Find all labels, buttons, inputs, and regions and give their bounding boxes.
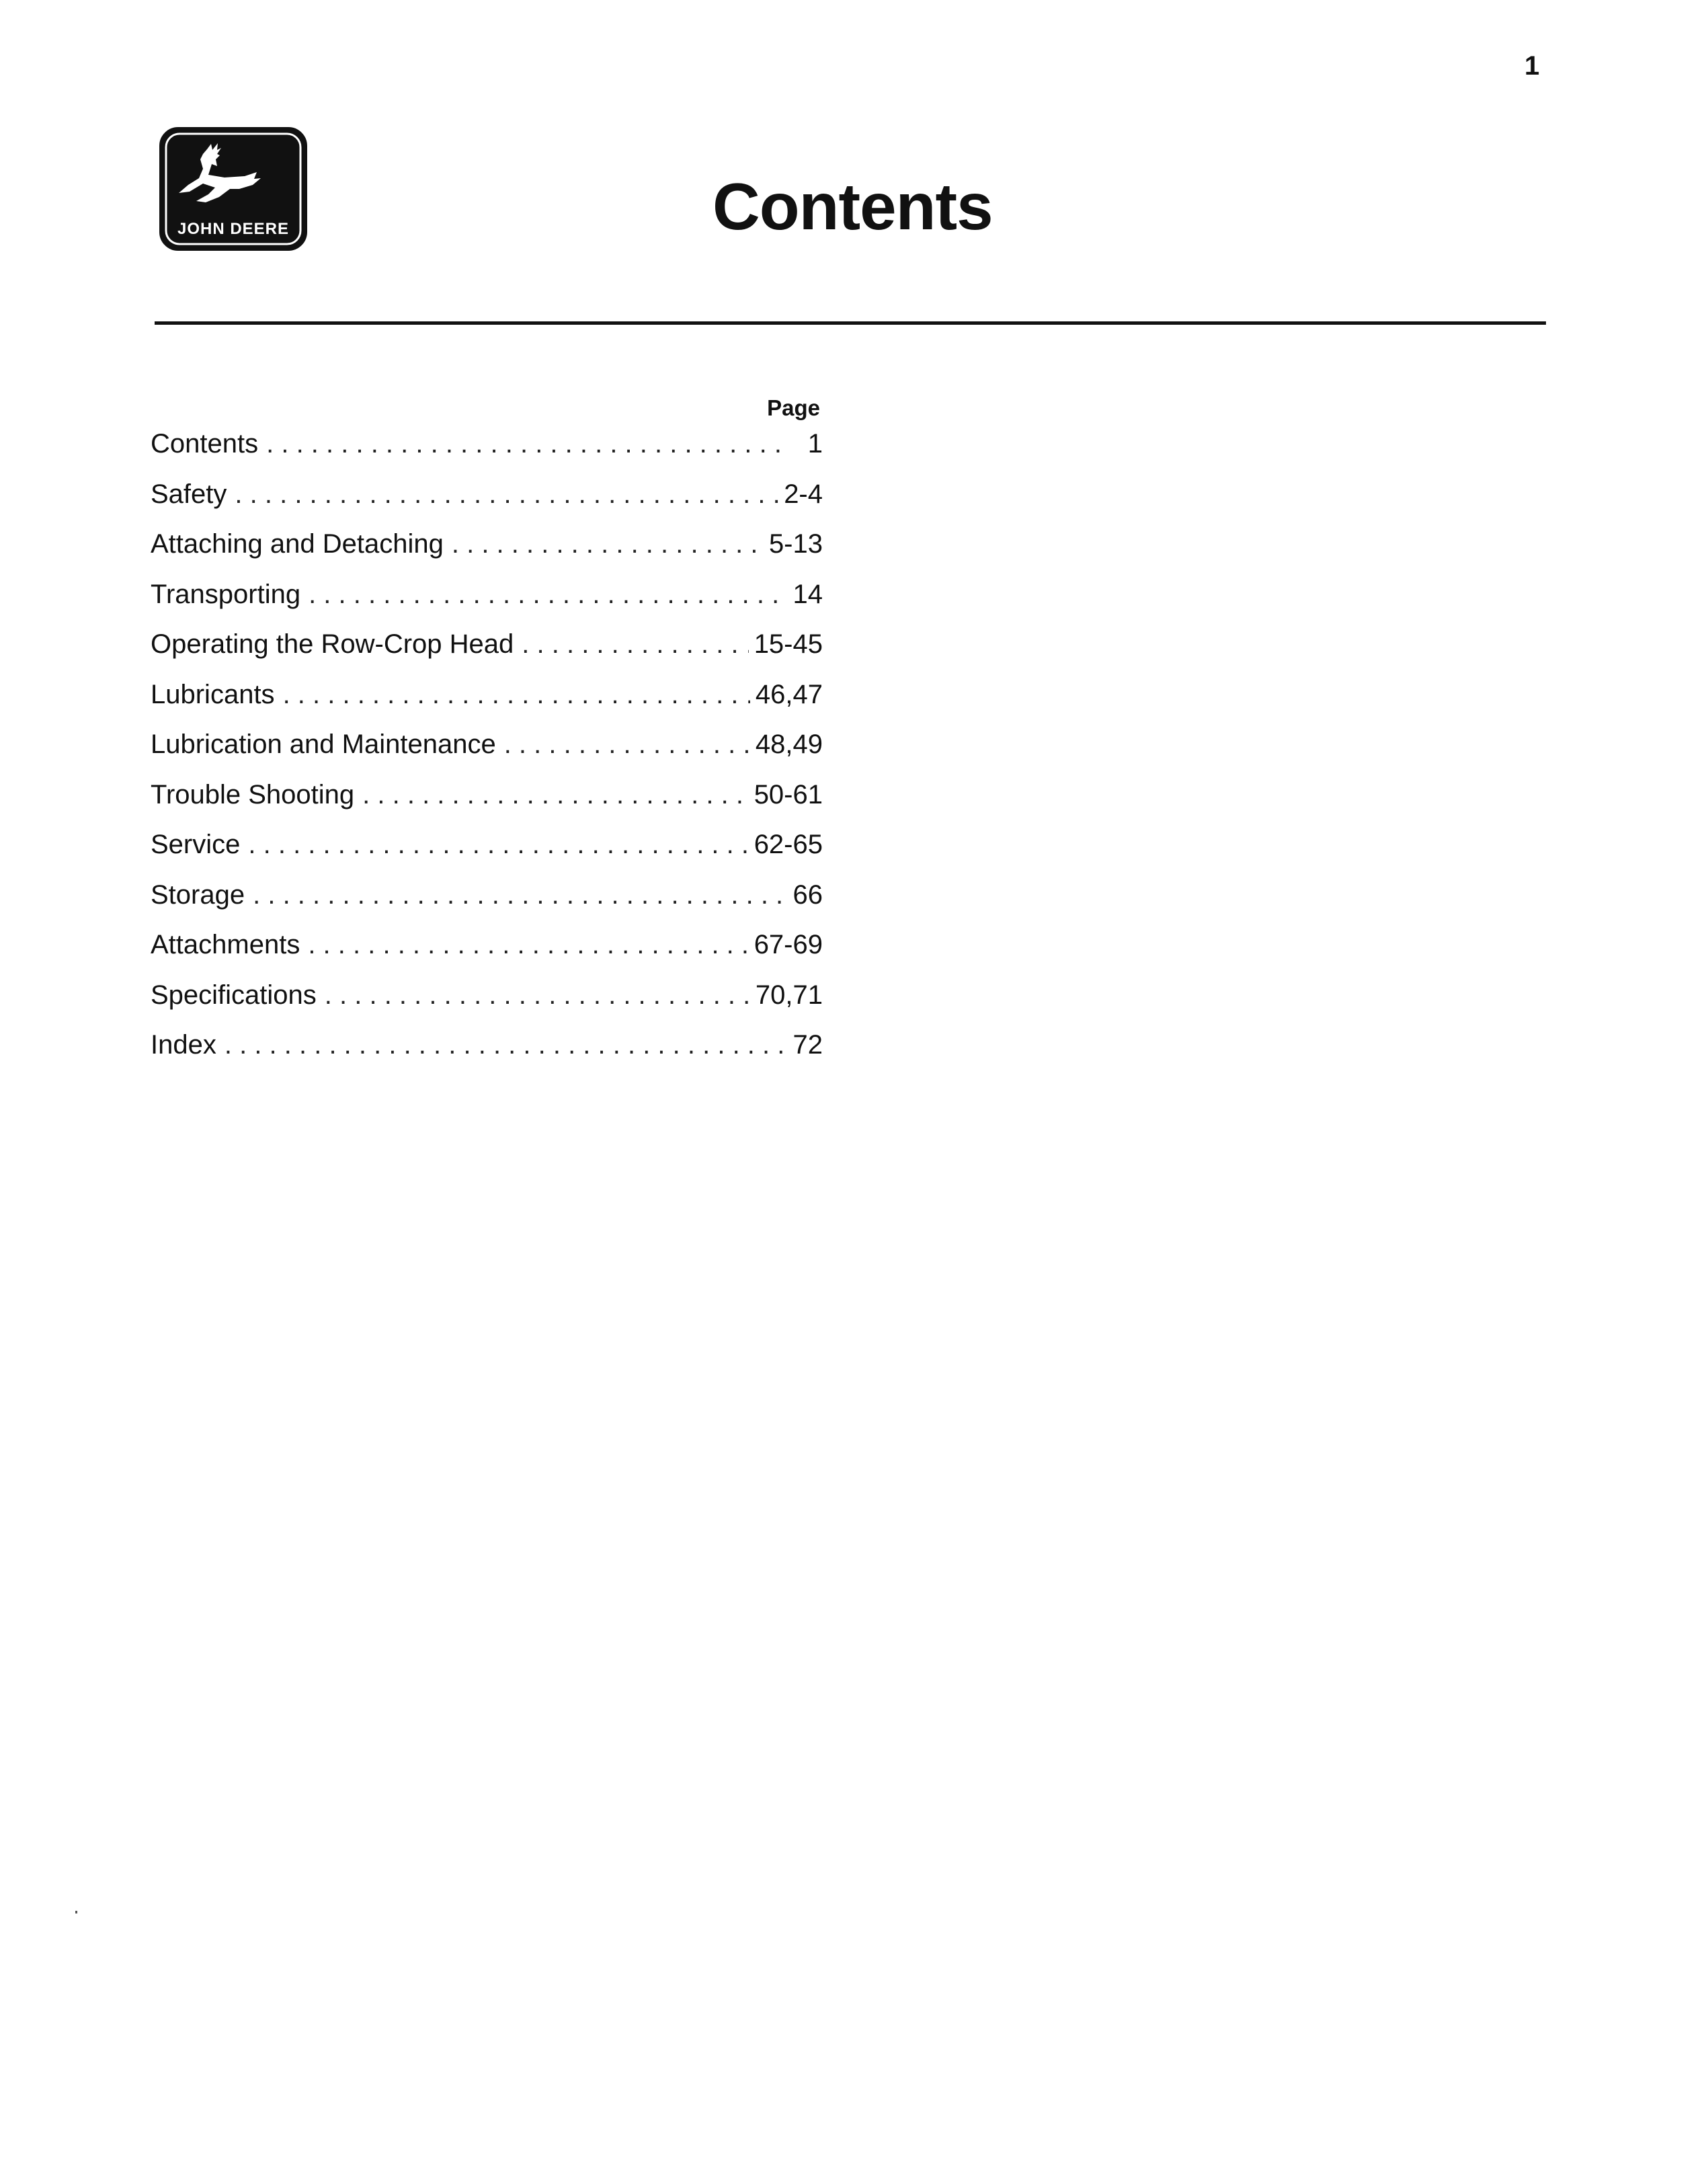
toc-leader-dots	[325, 979, 750, 1011]
toc-leader-dots	[308, 929, 748, 961]
toc-entry-page: 48,49	[755, 729, 823, 759]
toc-entry-page: 67-69	[754, 930, 823, 959]
toc-entry-page: 1	[807, 429, 823, 459]
toc-entry-trouble-shooting[interactable]	[151, 779, 823, 829]
toc-leader-dots	[266, 428, 788, 460]
toc-entry-page: 62-65	[754, 830, 823, 859]
toc-entry-service[interactable]	[151, 828, 823, 879]
toc-entry-title: Specifications	[151, 980, 317, 1010]
toc-entry-attaching-and-detaching[interactable]	[151, 528, 823, 578]
toc-leader-dots	[253, 879, 787, 911]
toc-entry-title: Contents	[151, 429, 259, 459]
toc-page-column-header: Page	[767, 395, 820, 420]
toc-leader-dots	[504, 728, 750, 760]
header-rule	[155, 321, 1546, 325]
scan-speck	[75, 1911, 77, 1913]
toc-entry-operating-the-row-crop-head[interactable]	[151, 628, 823, 678]
toc-entry-storage[interactable]	[151, 879, 823, 929]
toc-entry-contents[interactable]	[151, 428, 823, 478]
toc-entry-page: 72	[792, 1030, 823, 1060]
page-title: Contents	[713, 169, 993, 243]
toc-entry-title: Trouble Shooting	[151, 779, 355, 810]
toc-list	[151, 428, 823, 1079]
toc-leader-dots	[522, 628, 748, 660]
toc-entry-title: Safety	[151, 479, 227, 509]
toc-leader-dots	[309, 578, 787, 610]
toc-entry-lubrication-and-maintenance[interactable]	[151, 728, 823, 779]
toc-leader-dots	[225, 1029, 788, 1061]
logo-brand-text: JOHN DEERE	[177, 220, 290, 238]
toc-entry-specifications[interactable]	[151, 979, 823, 1029]
toc-entry-title: Attaching and Detaching	[151, 529, 444, 559]
toc-entry-title: Lubricants	[151, 679, 275, 709]
toc-entry-attachments[interactable]	[151, 929, 823, 979]
toc-entry-title: Storage	[151, 879, 245, 910]
toc-entry-page: 70,71	[755, 980, 823, 1010]
toc-entry-title: Index	[151, 1030, 216, 1060]
toc-entry-title: Lubrication and Maintenance	[151, 729, 496, 759]
john-deere-logo	[159, 126, 308, 251]
toc-entry-transporting[interactable]	[151, 578, 823, 629]
toc-entry-safety[interactable]	[151, 478, 823, 528]
toc-leader-dots	[248, 828, 748, 861]
toc-entry-title: Transporting	[151, 579, 301, 609]
toc-leader-dots	[452, 528, 764, 560]
toc-entry-index[interactable]	[151, 1029, 823, 1079]
toc-entry-title: Operating the Row-Crop Head	[151, 629, 514, 659]
toc-entry-lubricants[interactable]	[151, 678, 823, 729]
toc-entry-page: 14	[792, 579, 823, 609]
toc-leader-dots	[283, 678, 750, 711]
toc-entry-page: 5-13	[768, 529, 823, 559]
toc-entry-title: Attachments	[151, 930, 300, 959]
toc-entry-page: 46,47	[755, 679, 823, 709]
toc-entry-page: 66	[792, 879, 823, 910]
toc-entry-page: 15-45	[754, 629, 823, 659]
toc-leader-dots	[235, 478, 778, 510]
toc-entry-page: 50-61	[754, 779, 823, 810]
toc-entry-page: 2-4	[784, 479, 823, 509]
page-number: 1	[1524, 51, 1540, 81]
toc-entry-title: Service	[151, 830, 241, 859]
leaping-deer-icon	[159, 126, 308, 251]
toc-leader-dots	[362, 779, 749, 811]
